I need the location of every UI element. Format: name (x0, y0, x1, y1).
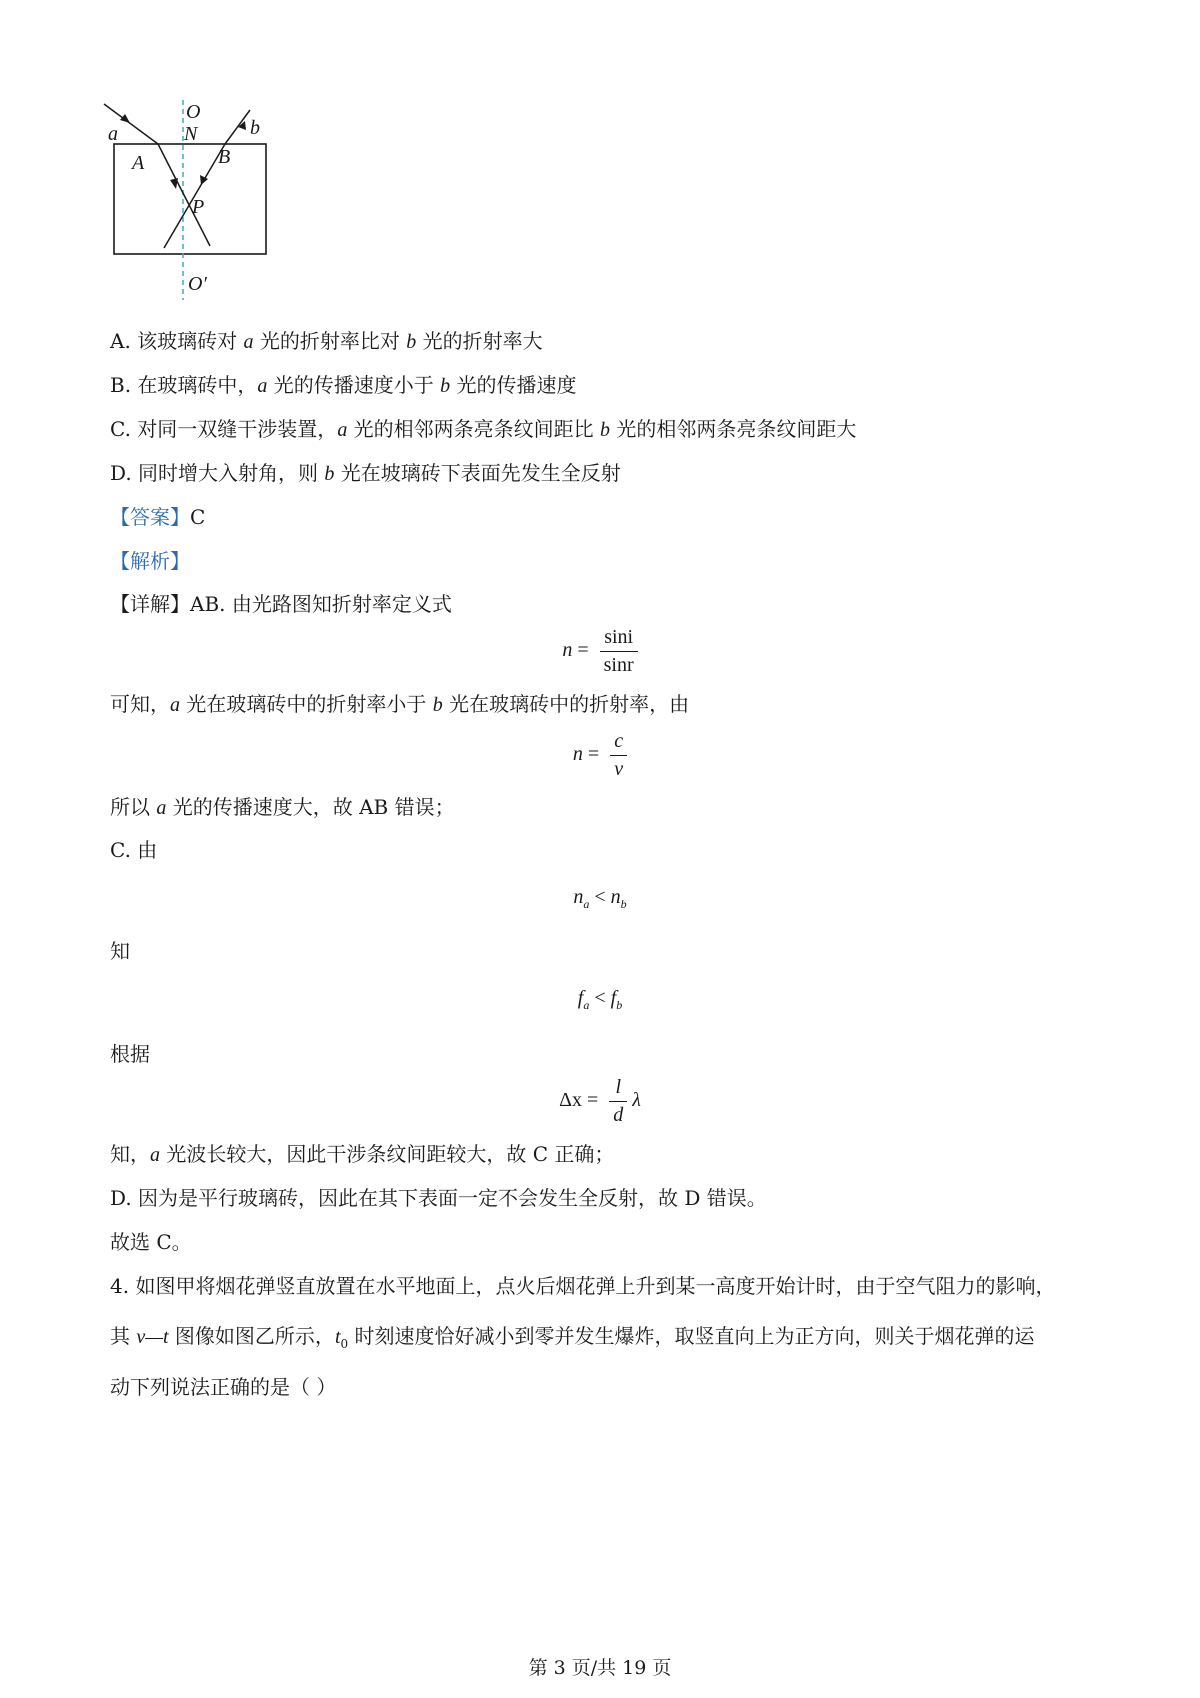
ray-a-arrow (120, 114, 130, 123)
formula3-a-sub: a (583, 897, 590, 911)
formula3-b: n (610, 886, 621, 908)
detail-line (110, 590, 452, 618)
label-a: a (108, 123, 118, 145)
line2-var1: a (170, 694, 180, 716)
option-a-prefix: A. 该玻璃砖对 (110, 329, 244, 353)
formula1-denominator: sinr (603, 654, 634, 676)
formula5-numerator: l (609, 1076, 627, 1102)
formula4-b: f (610, 987, 617, 1009)
formula4-a-sub: a (583, 998, 590, 1012)
formula5-denominator: d (613, 1104, 624, 1126)
detail-line-5 (110, 937, 130, 965)
formula3-a: n (573, 886, 584, 908)
line2-suffix: 光在玻璃砖中的折射率，由 (442, 692, 690, 716)
detail-line-9 (110, 1228, 192, 1256)
option-a-suffix: 光的折射率大 (416, 329, 543, 353)
question4-line1-text: 4. 如图甲将烟花弹竖直放置在水平地面上，点火后烟花弹上升到某一高度开始计时，由于空气阻力的影响， (110, 1274, 1056, 1298)
question4-line2 (110, 1322, 1035, 1358)
option-c (110, 415, 856, 444)
option-a-var1: a (243, 331, 254, 353)
label-O: O (186, 101, 201, 123)
line9-text: 故选 C。 (110, 1230, 192, 1254)
option-a (110, 327, 543, 356)
formula5-lambda: λ (632, 1089, 641, 1112)
formula1-numerator: sini (600, 626, 638, 652)
option-b (110, 371, 577, 400)
line3-prefix: 所以 (110, 795, 157, 819)
formula3-op: < (589, 886, 611, 908)
formula4-b-sub: b (616, 998, 623, 1012)
line2-mid: 光在玻璃砖中的折射率小于 (180, 692, 433, 716)
line8-text: D. 因为是平行玻璃砖，因此在其下表面一定不会发生全反射，故 D 错误。 (110, 1186, 767, 1210)
formula2-numerator: c (610, 730, 627, 756)
formula4-a: f (577, 987, 584, 1009)
label-N: N (184, 123, 198, 145)
line7-var: a (150, 1144, 160, 1166)
ray-a-arrow-inner (170, 178, 178, 189)
line5-text: 知 (110, 939, 130, 963)
label-A: A (132, 152, 145, 174)
detail-line-8 (110, 1184, 767, 1212)
question4-line3-text: 动下列说法正确的是（ ） (110, 1375, 337, 1399)
label-O-prime: O′ (188, 273, 207, 295)
option-c-suffix: 光的相邻两条亮条纹间距大 (610, 417, 857, 441)
line2-prefix: 可知， (110, 692, 170, 716)
option-a-mid: 光的折射率比对 (253, 329, 407, 353)
optics-figure (100, 100, 400, 320)
line3-suffix: 光的传播速度大，故 AB 错误； (166, 795, 455, 819)
option-d (110, 459, 621, 488)
option-c-var1: a (337, 419, 348, 441)
question4-line2-suffix: 时刻速度恰好减小到零并发生爆炸，取竖直向上为正方向，则关于烟花弹的运 (348, 1324, 1035, 1348)
analysis-tag: 【解析】 (110, 549, 190, 573)
question4-line1 (110, 1272, 1055, 1300)
detail-text: AB. 由光路图知折射率定义式 (190, 592, 452, 616)
detail-line-4 (110, 836, 157, 864)
line3-var: a (156, 797, 167, 819)
detail-tag: 【详解】 (110, 592, 190, 616)
ray-a-refracted (158, 144, 210, 246)
formula2-denominator: v (614, 758, 624, 780)
answer-tag: 【答案】 (110, 505, 190, 529)
label-B: B (218, 146, 231, 168)
option-a-var2: b (406, 331, 417, 353)
answer-value: C (190, 505, 206, 529)
question4-line2-prefix: 其 (110, 1324, 137, 1348)
line7-suffix: 光波长较大，因此干涉条纹间距较大，故 C 正确； (160, 1142, 615, 1166)
formula-index-compare (0, 886, 1200, 912)
question4-line2-mid: 图像如图乙所示， (168, 1324, 335, 1348)
option-b-suffix: 光的传播速度 (450, 373, 577, 397)
question4-t: t (334, 1326, 341, 1348)
ray-b-incident (225, 110, 250, 144)
question4-line3 (110, 1373, 336, 1401)
detail-line-7 (110, 1140, 614, 1169)
detail-line-6 (110, 1040, 150, 1068)
option-d-prefix: D. 同时增大入射角，则 (110, 461, 325, 485)
detail-line-3 (110, 793, 455, 822)
line4-text: C. 由 (110, 838, 158, 862)
label-P: P (192, 196, 205, 218)
formula-frequency-compare (0, 987, 1200, 1013)
option-b-var2: b (440, 375, 451, 397)
formula1-lhs: n (562, 639, 573, 662)
line7-prefix: 知， (110, 1142, 150, 1166)
formula2-lhs: n (572, 743, 583, 766)
formula2-fraction (610, 730, 627, 781)
option-c-prefix: C. 对同一双缝干涉装置， (110, 417, 338, 441)
page-footer: 第 3 页/共 19 页 (528, 1657, 672, 1679)
option-b-var1: a (257, 375, 268, 397)
question4-vt: v—t (136, 1326, 169, 1348)
formula3-b-sub: b (620, 897, 627, 911)
formula5-fraction (609, 1076, 627, 1127)
formula-speed: n = $\frac{c}{v}$ (0, 730, 1200, 781)
detail-line-2 (110, 690, 689, 719)
formula-fringe-spacing (0, 1076, 1200, 1127)
formula-refractive-index: n = $\frac{\sin i}{\sin r}$ (0, 626, 1200, 677)
formula5-lhs: Δx = (559, 1089, 604, 1112)
formula1-fraction (600, 626, 638, 677)
option-b-mid: 光的传播速度小于 (267, 373, 441, 397)
option-d-suffix: 光在坡璃砖下表面先发生全反射 (334, 461, 621, 485)
option-c-var2: b (600, 419, 611, 441)
question4-t-sub: 0 (340, 1337, 349, 1351)
line2-var2: b (432, 694, 443, 716)
label-b: b (250, 117, 260, 139)
line6-text: 根据 (110, 1042, 150, 1066)
answer-line (110, 503, 205, 531)
option-d-var1: b (324, 463, 335, 485)
option-c-mid: 光的相邻两条亮条纹间距比 (347, 417, 601, 441)
formula4-op: < (589, 987, 611, 1009)
option-b-prefix: B. 在玻璃砖中， (110, 373, 258, 397)
analysis-line (110, 547, 190, 575)
